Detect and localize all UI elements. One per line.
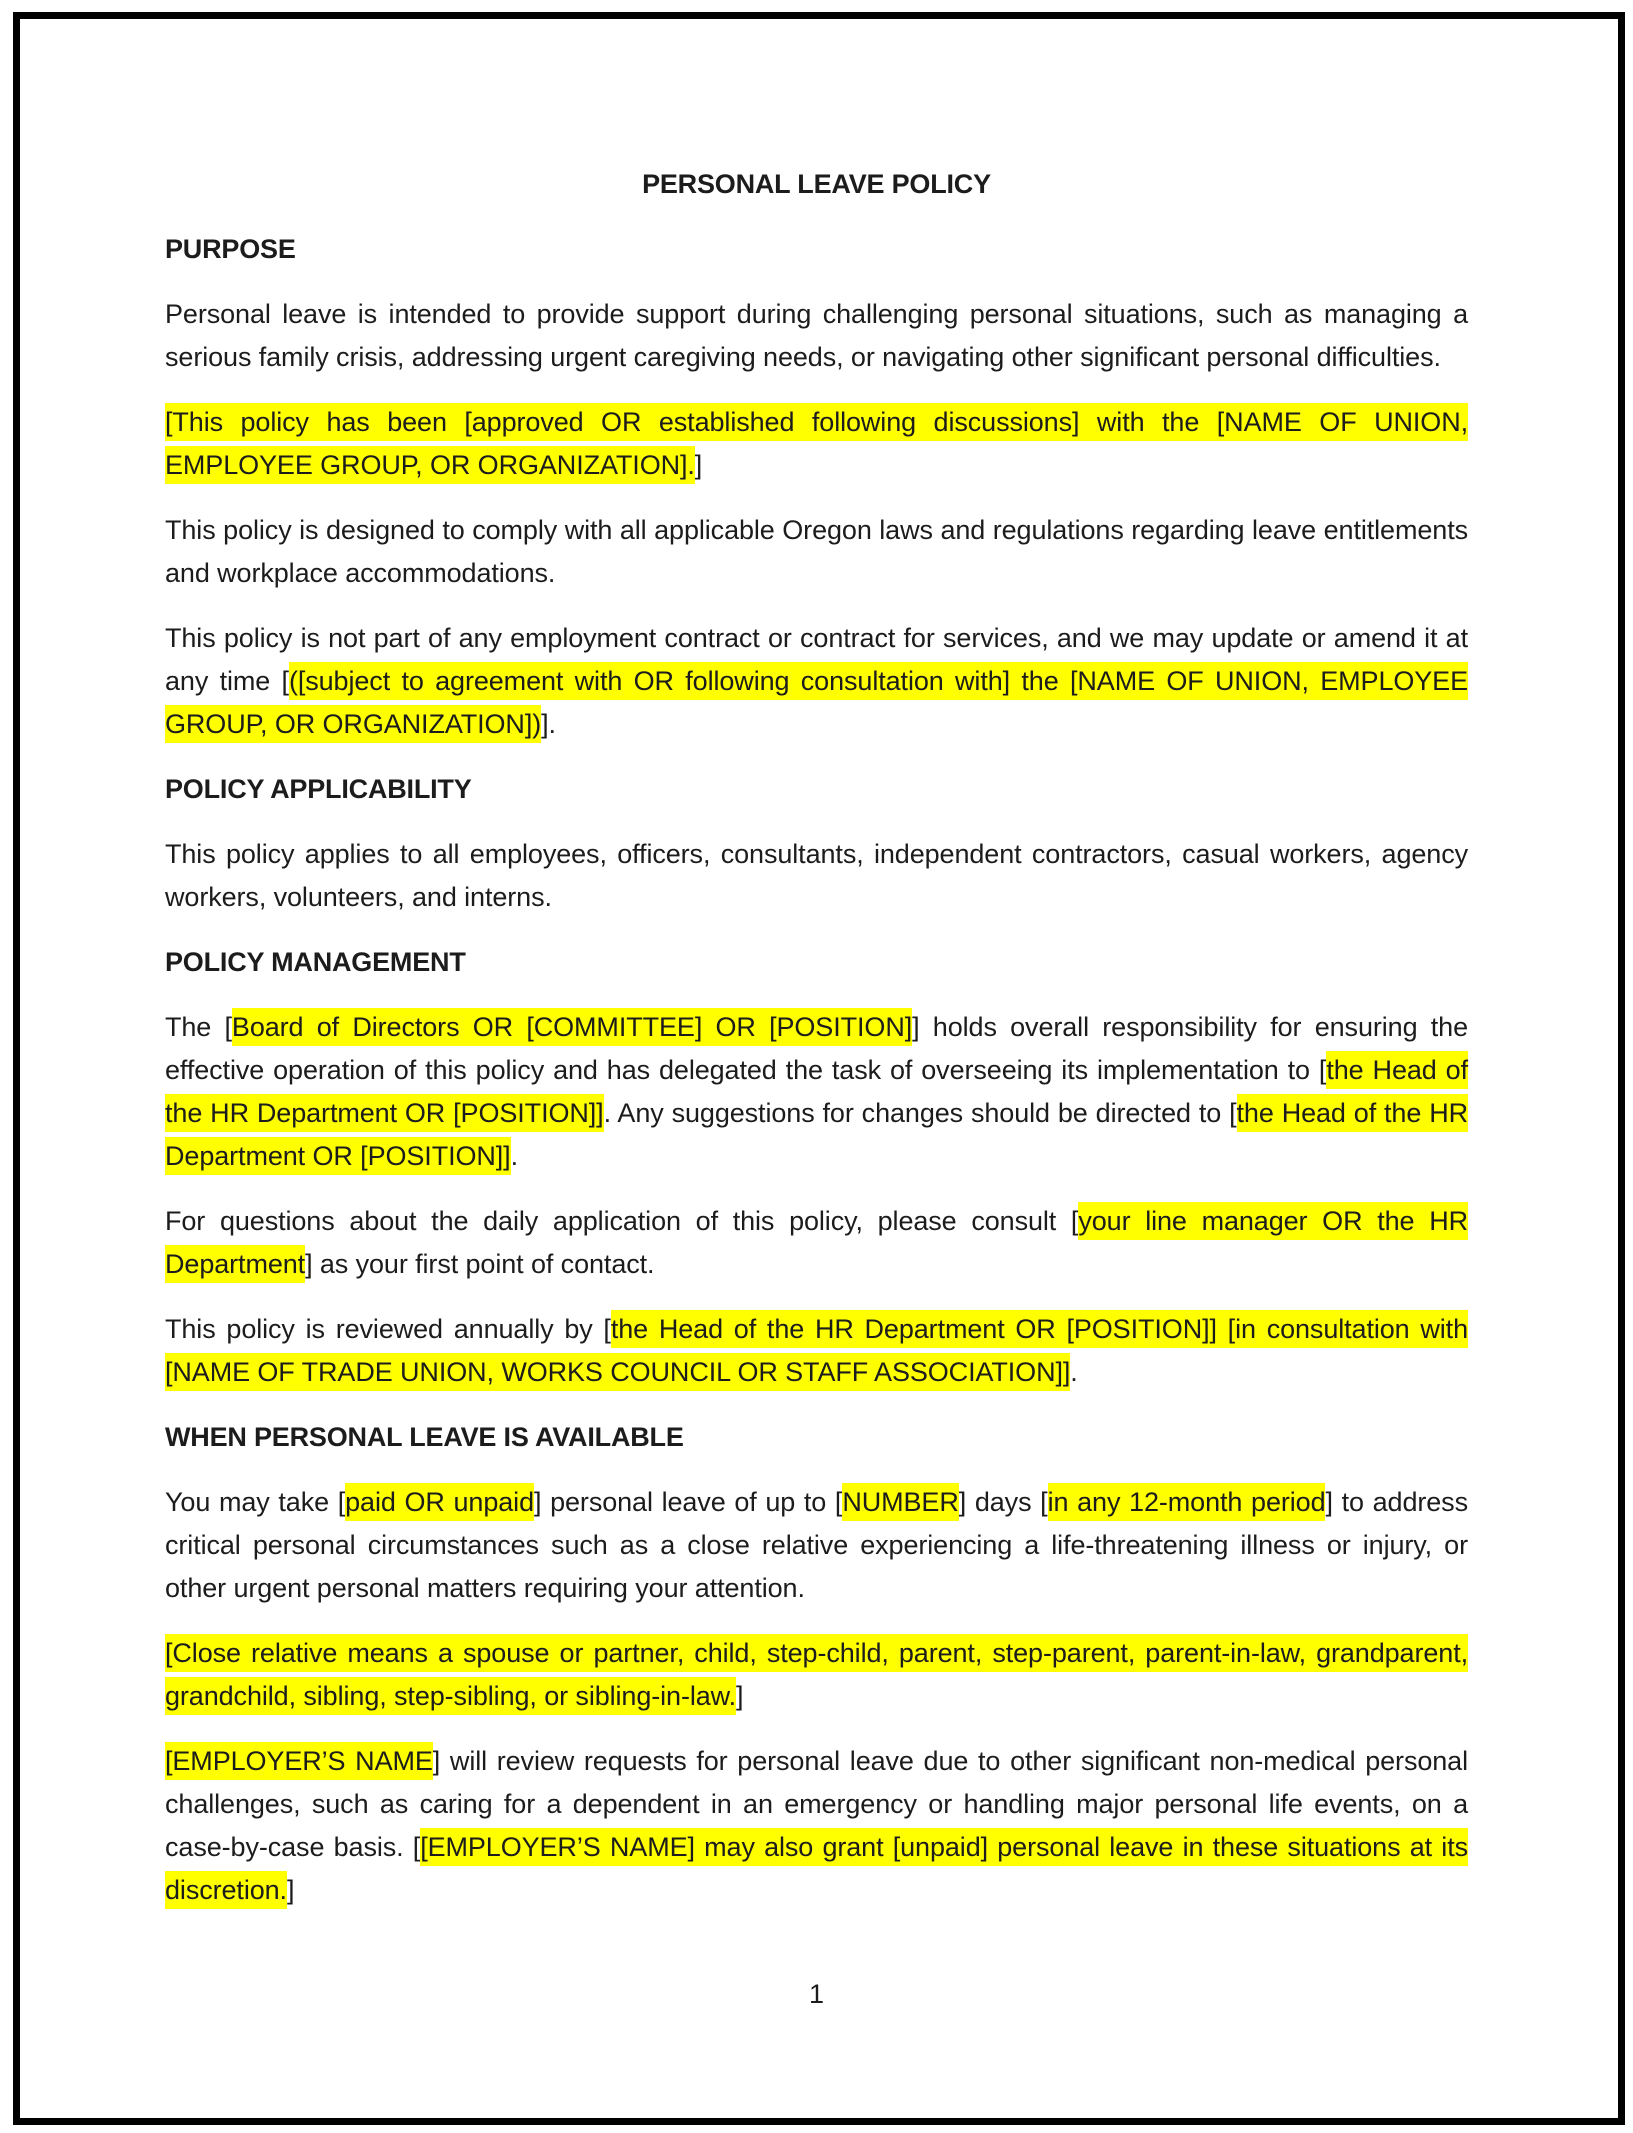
highlighted-text: your line manager OR the HR Department [165,1202,1468,1283]
paragraph [165,1006,1468,1178]
text-run: This policy is designed to comply with all applicable Oregon laws and regulations regarding leave entitlements and workplace accommodations. [165,515,1468,588]
section-heading: WHEN PERSONAL LEAVE IS AVAILABLE [165,1422,684,1452]
page-number: 1 [808,1979,825,2009]
paragraph [165,833,1468,919]
text-run: ] [735,1681,744,1711]
document-body [165,228,1468,1912]
text-run: ] as your first point of contact. [305,1249,655,1279]
paragraph [165,617,1468,746]
text-run: . Any suggestions for changes should be directed to [ [603,1098,1237,1128]
section-heading: POLICY MANAGEMENT [165,947,466,977]
document-title: PERSONAL LEAVE POLICY [642,169,991,199]
text-run: For questions about the daily application of this policy, please consult [ [165,1206,1079,1236]
paragraph [165,401,1468,487]
text-run: ] personal leave of up to [ [533,1487,843,1517]
paragraph [165,1308,1468,1394]
paragraph [165,293,1468,379]
text-run: Personal leave is intended to provide support during challenging personal situations, such as managing a serious family crisis, addressing urgent caregiving needs, or navigating other significant personal difficulties. [165,299,1468,372]
highlighted-text: Board of Directors OR [COMMITTEE] OR [POSITION] [232,1008,912,1046]
highlighted-text: paid OR unpaid [345,1483,534,1521]
text-run: ] holds overall responsibility for ensuring the effective operation of this policy and has delegated the task of overseeing its implementation to [ [165,1012,1468,1085]
section-heading: POLICY APPLICABILITY [165,774,472,804]
text-run: ] to address critical personal circumstances such as a close relative experiencing a life-threatening illness or injury, or other urgent personal matters requiring your attention. [165,1487,1468,1603]
highlighted-text: NUMBER [842,1483,958,1521]
text-run: . [1070,1357,1078,1387]
text-run: ] [286,1875,295,1905]
text-run: . [510,1141,518,1171]
page-content [165,163,1468,1934]
highlighted-text: [Close relative means a spouse or partner, child, step-child, parent, step-parent, parent-in-law, grandparent, grandchild, sibling, step-sibling, or sibling-in-law. [165,1634,1468,1715]
paragraph [165,1740,1468,1912]
highlighted-text: ([subject to agreement with OR following consultation with] the [NAME OF UNION, EMPLOYEE GROUP, OR ORGANIZATION]) [165,662,1468,743]
text-run: ]. [541,709,556,739]
highlighted-text: [EMPLOYER’S NAME [165,1742,433,1780]
text-run: ] days [ [958,1487,1048,1517]
text-run: The [ [165,1012,232,1042]
highlighted-text: the Head of the HR Department OR [POSITION]] [in consultation with [NAME OF TRADE UNION, WORKS COUNCIL OR STAFF ASSOCIATION]] [165,1310,1468,1391]
text-run: This policy is reviewed annually by [ [165,1314,611,1344]
text-run: You may take [ [165,1487,346,1517]
paragraph [165,1481,1468,1610]
paragraph [165,509,1468,595]
highlighted-text: the Head of the HR Department OR [POSITION]] [165,1094,1468,1175]
highlighted-text: the Head of the HR Department OR [POSITION]] [165,1051,1468,1132]
paragraph [165,1632,1468,1718]
paragraph [165,1200,1468,1286]
section-heading: PURPOSE [165,234,296,264]
text-run: This policy is not part of any employment contract or contract for services, and we may update or amend it at any time [ [165,623,1468,696]
highlighted-text: in any 12-month period [1048,1483,1326,1521]
text-run: ] [694,450,703,480]
highlighted-text: [This policy has been [approved OR established following discussions] with the [NAME OF UNION, EMPLOYEE GROUP, OR ORGANIZATION]. [165,403,1468,484]
text-run: ] will review requests for personal leave due to other significant non-medical personal challenges, such as caring for a dependent in an emergency or handling major personal life events, on a case-by-case basis. [ [165,1746,1468,1862]
highlighted-text: [EMPLOYER’S NAME] may also grant [unpaid] personal leave in these situations at its discretion. [165,1828,1468,1909]
text-run: This policy applies to all employees, officers, consultants, independent contractors, casual workers, agency workers, volunteers, and interns. [165,839,1468,912]
